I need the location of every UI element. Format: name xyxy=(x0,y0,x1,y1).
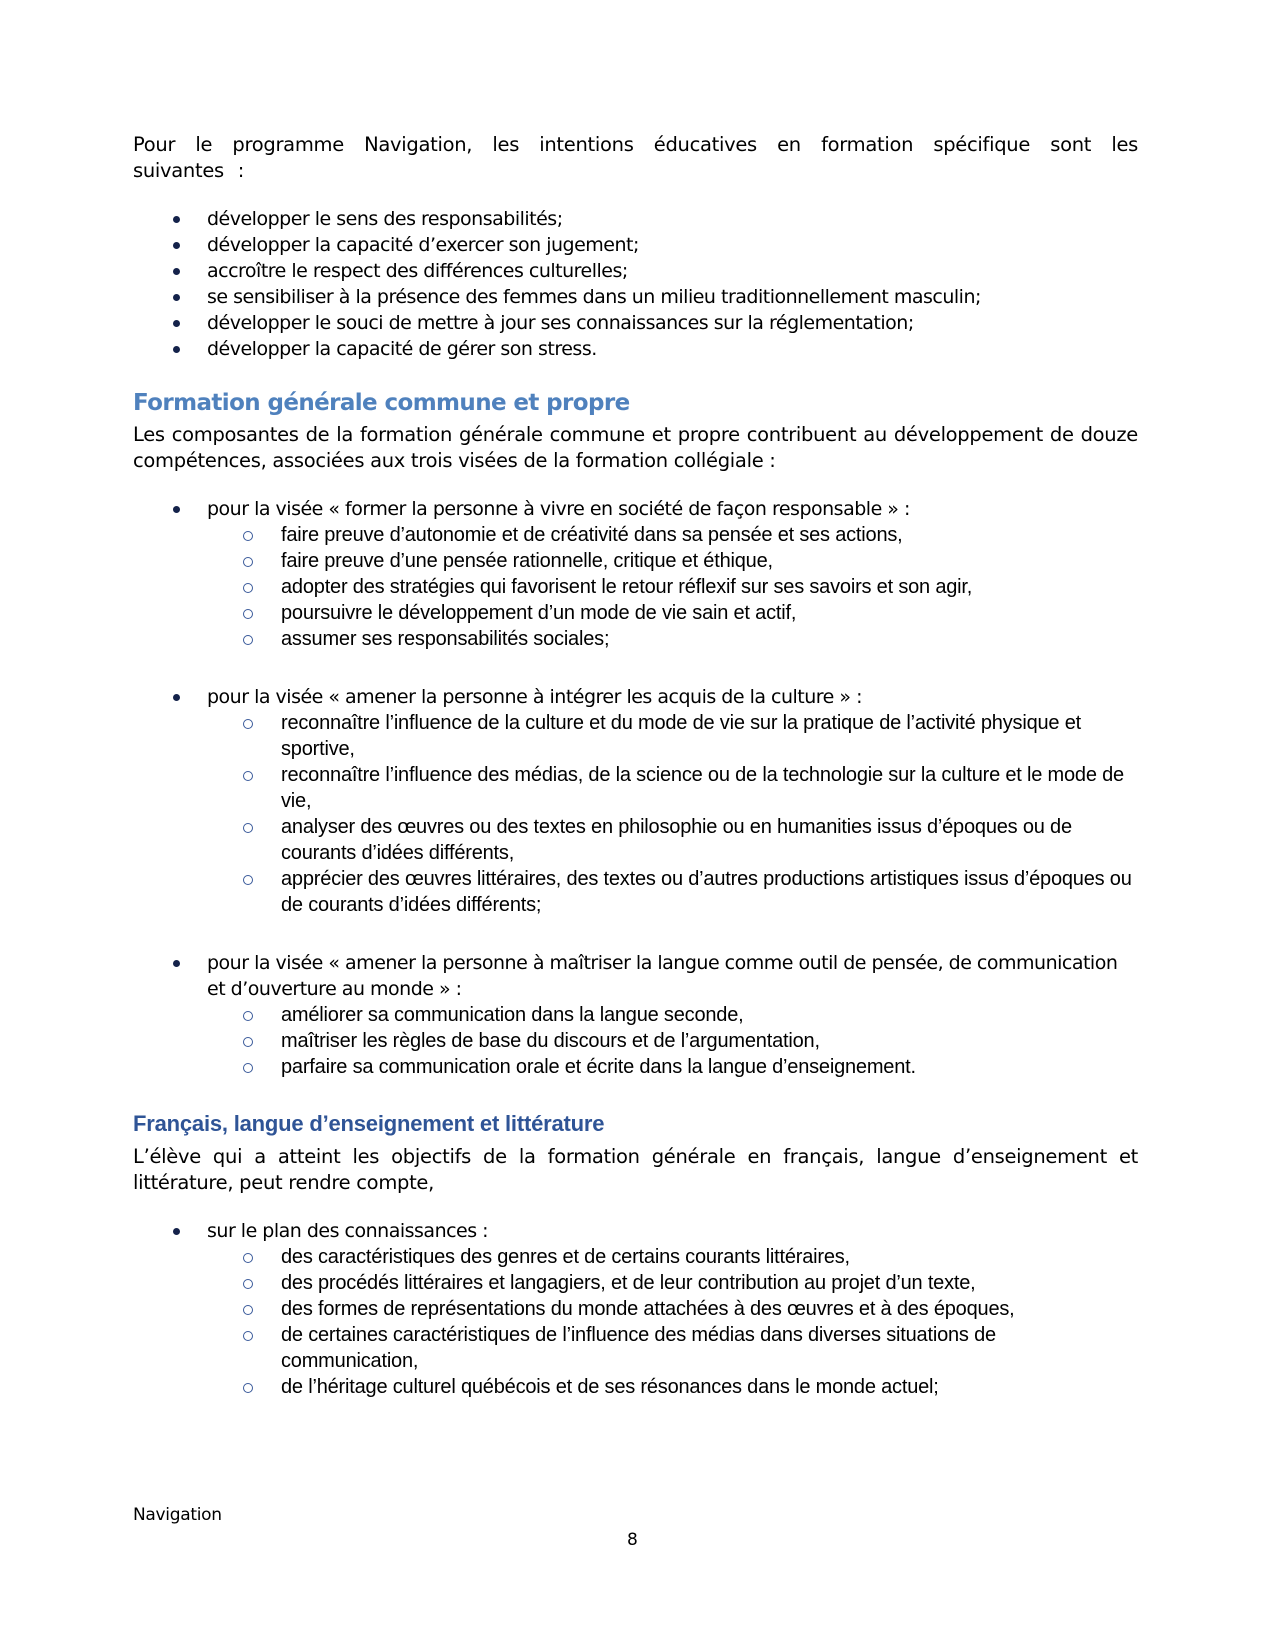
section1-paragraph: Les composantes de la formation générale commune et propre contribuent au développement de douze compétences, associées aux trois visées de la formation collégiale : xyxy=(133,423,1138,472)
section-heading-francais: Français, langue d’enseignement et littérature xyxy=(133,1111,605,1136)
list-item: développer le sens des responsabilités; xyxy=(133,206,1138,232)
sub-list-item: reconnaître l’influence de la culture et du mode de vie sur la pratique de l’activité physique et sportive, xyxy=(281,710,1138,762)
intro-list xyxy=(133,206,1138,362)
sub-list-item: maîtriser les règles de base du discours et de l’argumentation, xyxy=(281,1028,1138,1054)
sub-list xyxy=(207,1002,1138,1080)
sub-list-item: de certaines caractéristiques de l’influence des médias dans diverses situations de communication, xyxy=(281,1322,1138,1374)
circle-bullet-icon xyxy=(243,1011,253,1021)
sub-list-item: faire preuve d’autonomie et de créativité dans sa pensée et ses actions, xyxy=(281,522,1138,548)
sub-list-item: faire preuve d’une pensée rationnelle, critique et éthique, xyxy=(281,548,1138,574)
circle-bullet-icon xyxy=(243,583,253,593)
sub-list-item: améliorer sa communication dans la langue seconde, xyxy=(281,1002,1138,1028)
circle-bullet-icon xyxy=(243,823,253,833)
circle-bullet-icon xyxy=(243,1037,253,1047)
sub-list-item: de l’héritage culturel québécois et de ses résonances dans le monde actuel; xyxy=(281,1374,1138,1400)
circle-bullet-icon xyxy=(243,1279,253,1289)
circle-bullet-icon xyxy=(243,1383,253,1393)
sub-list-item: des formes de représentations du monde attachées à des œuvres et à des époques, xyxy=(281,1296,1138,1322)
plan-item: sur le plan des connaissances : des caractéristiques des genres et de certains courants littéraires, des procédés littéraires et langagiers, et de leur contribution au projet d’un texte, des formes de représentations du monde attachées à des œuvres et à des époques, de certaines caractéristiques de l’influence des médias dans diverses situations de communication, de l’héritage culturel québécois et de ses résonances dans le monde actuel; xyxy=(133,1218,1138,1400)
sub-list-item: des procédés littéraires et langagiers, et de leur contribution au projet d’un texte, xyxy=(281,1270,1138,1296)
sub-list-item: parfaire sa communication orale et écrite dans la langue d’enseignement. xyxy=(281,1054,1138,1080)
bullet-icon xyxy=(173,216,180,223)
sub-list-item: des caractéristiques des genres et de certains courants littéraires, xyxy=(281,1244,1138,1270)
francais-list xyxy=(133,1218,1138,1400)
sub-list xyxy=(207,522,1138,652)
circle-bullet-icon xyxy=(243,609,253,619)
list-item: développer la capacité de gérer son stress. xyxy=(133,336,1138,362)
list-item: accroître le respect des différences culturelles; xyxy=(133,258,1138,284)
sub-list xyxy=(207,710,1138,918)
bullet-icon xyxy=(173,268,180,275)
list-item: développer le souci de mettre à jour ses connaissances sur la réglementation; xyxy=(133,310,1138,336)
bullet-icon xyxy=(173,1228,180,1235)
bullet-icon xyxy=(173,694,180,701)
circle-bullet-icon xyxy=(243,1305,253,1315)
intro-paragraph: Pour le programme Navigation, les intentions éducatives en formation spécifique sont les suivantes : xyxy=(133,133,1138,182)
visees-list xyxy=(133,496,1138,1080)
sub-list-item: assumer ses responsabilités sociales; xyxy=(281,626,1138,652)
sub-list xyxy=(207,1244,1138,1400)
list-item: développer la capacité d’exercer son jugement; xyxy=(133,232,1138,258)
circle-bullet-icon xyxy=(243,719,253,729)
circle-bullet-icon xyxy=(243,557,253,567)
circle-bullet-icon xyxy=(243,531,253,541)
circle-bullet-icon xyxy=(243,771,253,781)
visee-item: pour la visée « former la personne à vivre en société de façon responsable » : faire preuve d’autonomie et de créativité dans sa pensée et ses actions, faire preuve d’une pensée rationnelle, critique et éthique, adopter des stratégies qui favorisent le retour réflexif sur ses savoirs et son agir, poursuivre le développement d’un mode de vie sain et actif, assumer ses responsabilités sociales; xyxy=(133,496,1138,652)
sub-list-item: apprécier des œuvres littéraires, des textes ou d’autres productions artistiques issus d’époques ou de courants d’idées différents; xyxy=(281,866,1138,918)
circle-bullet-icon xyxy=(243,1331,253,1341)
bullet-icon xyxy=(173,346,180,353)
sub-list-item: poursuivre le développement d’un mode de vie sain et actif, xyxy=(281,600,1138,626)
bullet-icon xyxy=(173,506,180,513)
circle-bullet-icon xyxy=(243,875,253,885)
visee-item: pour la visée « amener la personne à intégrer les acquis de la culture » : reconnaître l’influence de la culture et du mode de vie sur la pratique de l’activité physique et sportive, reconnaître l’influence des médias, de la science ou de la technologie sur la culture et le mode de vie, analyser des œuvres ou des textes en philosophie ou en humanities issus d’époques ou de courants d’idées différents, apprécier des œuvres littéraires, des textes ou d’autres productions artistiques issus d’époques ou de courants d’idées différents; xyxy=(133,684,1138,918)
bullet-icon xyxy=(173,960,180,967)
page-number: 8 xyxy=(627,1530,638,1550)
spacer xyxy=(133,918,1138,950)
sub-list-item: reconnaître l’influence des médias, de la science ou de la technologie sur la culture et le mode de vie, xyxy=(281,762,1138,814)
visee-item: pour la visée « amener la personne à maîtriser la langue comme outil de pensée, de communication et d’ouverture au monde » : améliorer sa communication dans la langue seconde, maîtriser les règles de base du discours et de l’argumentation, parfaire sa communication orale et écrite dans la langue d’enseignement. xyxy=(133,950,1138,1080)
sub-list-item: adopter des stratégies qui favorisent le retour réflexif sur ses savoirs et son agir, xyxy=(281,574,1138,600)
section2-paragraph: L’élève qui a atteint les objectifs de la formation générale en français, langue d’enseignement et littérature, peut rendre compte, xyxy=(133,1145,1138,1194)
sub-list-item: analyser des œuvres ou des textes en philosophie ou en humanities issus d’époques ou de courants d’idées différents, xyxy=(281,814,1138,866)
spacer xyxy=(133,652,1138,684)
section-heading-formation-generale: Formation générale commune et propre xyxy=(133,390,630,416)
circle-bullet-icon xyxy=(243,635,253,645)
bullet-icon xyxy=(173,320,180,327)
circle-bullet-icon xyxy=(243,1253,253,1263)
footer-label: Navigation xyxy=(133,1505,222,1525)
list-item: se sensibiliser à la présence des femmes dans un milieu traditionnellement masculin; xyxy=(133,284,1138,310)
bullet-icon xyxy=(173,242,180,249)
bullet-icon xyxy=(173,294,180,301)
page-content xyxy=(133,132,1138,1400)
circle-bullet-icon xyxy=(243,1063,253,1073)
